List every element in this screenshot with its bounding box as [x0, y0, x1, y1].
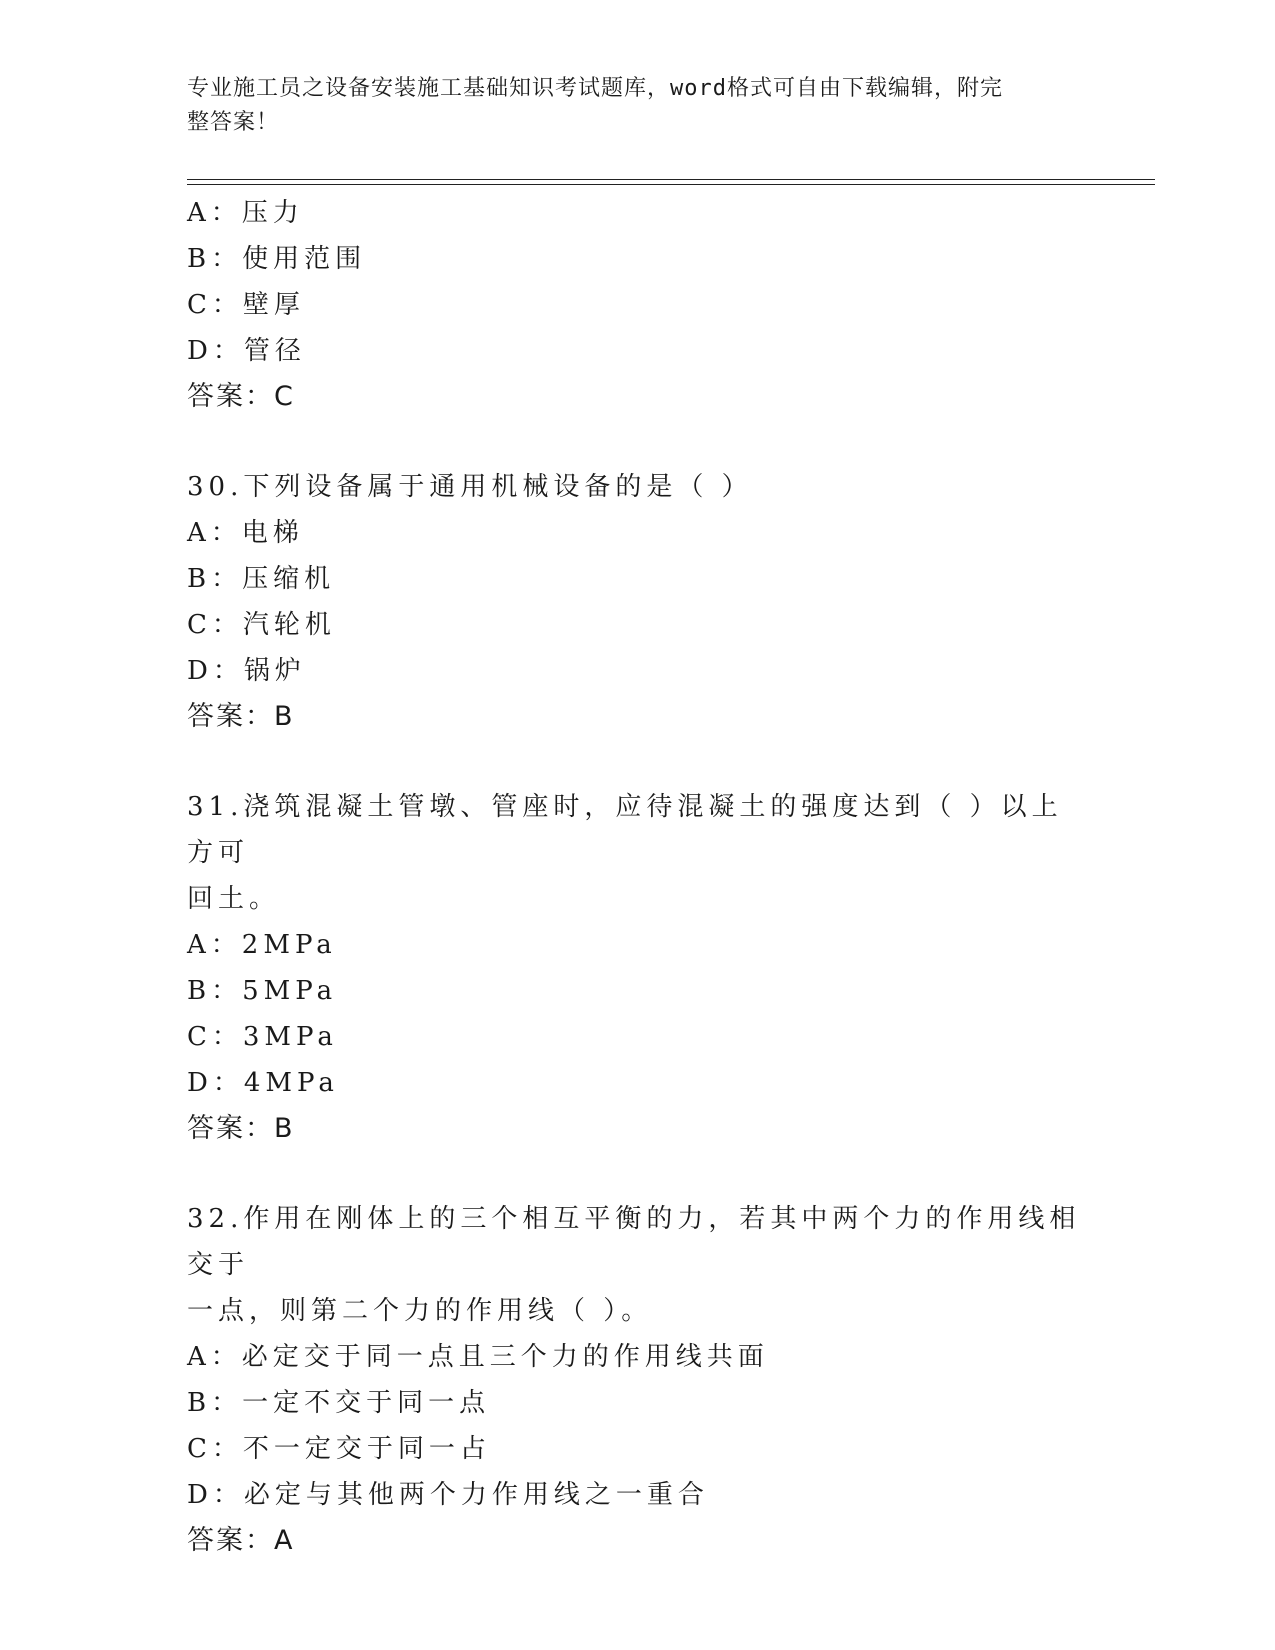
question-block-31	[187, 784, 1087, 1152]
option-d: D：管径	[187, 336, 306, 366]
option-c: C：3MPa	[187, 1022, 338, 1052]
option-d: D：4MPa	[187, 1068, 339, 1098]
question-stem-line-1: 32.作用在刚体上的三个相互平衡的力，若其中两个力的作用线相交于	[187, 1204, 1081, 1280]
question-block-32	[187, 1196, 1087, 1564]
answer-line: 答案：B	[187, 1113, 295, 1144]
option-a: A：压力	[187, 198, 304, 228]
header-divider-bottom	[187, 184, 1155, 185]
option-b: B：压缩机	[187, 564, 336, 594]
option-b: B：使用范围	[187, 244, 367, 274]
option-a: A：2MPa	[187, 930, 337, 960]
answer-line: 答案：A	[187, 1525, 295, 1556]
question-block-30	[187, 464, 1087, 740]
answer-line: 答案：B	[187, 701, 295, 732]
question-stem-line-2: 一点，则第二个力的作用线（ ）。	[187, 1296, 653, 1326]
option-c: C：汽轮机	[187, 610, 336, 640]
option-b: B：一定不交于同一点	[187, 1388, 491, 1418]
question-stem-line-1: 31.浇筑混凝土管墩、管座时，应待混凝土的强度达到（ ）以上方可	[187, 792, 1063, 868]
option-a: A：必定交于同一点且三个力的作用线共面	[187, 1342, 769, 1372]
option-d: D：锅炉	[187, 656, 306, 686]
question-block-29	[187, 190, 1087, 420]
option-a: A：电梯	[187, 518, 304, 548]
option-c: C：壁厚	[187, 290, 305, 320]
document-header	[187, 72, 1067, 140]
header-line-1: 专业施工员之设备安装施工基础知识考试题库，word格式可自由下载编辑，附完	[187, 76, 1003, 101]
option-d: D：必定与其他两个力作用线之一重合	[187, 1480, 709, 1510]
question-list	[187, 190, 1087, 1608]
answer-line: 答案：C	[187, 381, 295, 412]
header-divider-top	[187, 179, 1155, 180]
question-stem: 30.下列设备属于通用机械设备的是（ ）	[187, 472, 753, 502]
option-b: B：5MPa	[187, 976, 338, 1006]
option-c: C：不一定交于同一占	[187, 1434, 491, 1464]
question-stem-line-2: 回土。	[187, 884, 281, 914]
header-line-2: 整答案！	[187, 110, 280, 135]
